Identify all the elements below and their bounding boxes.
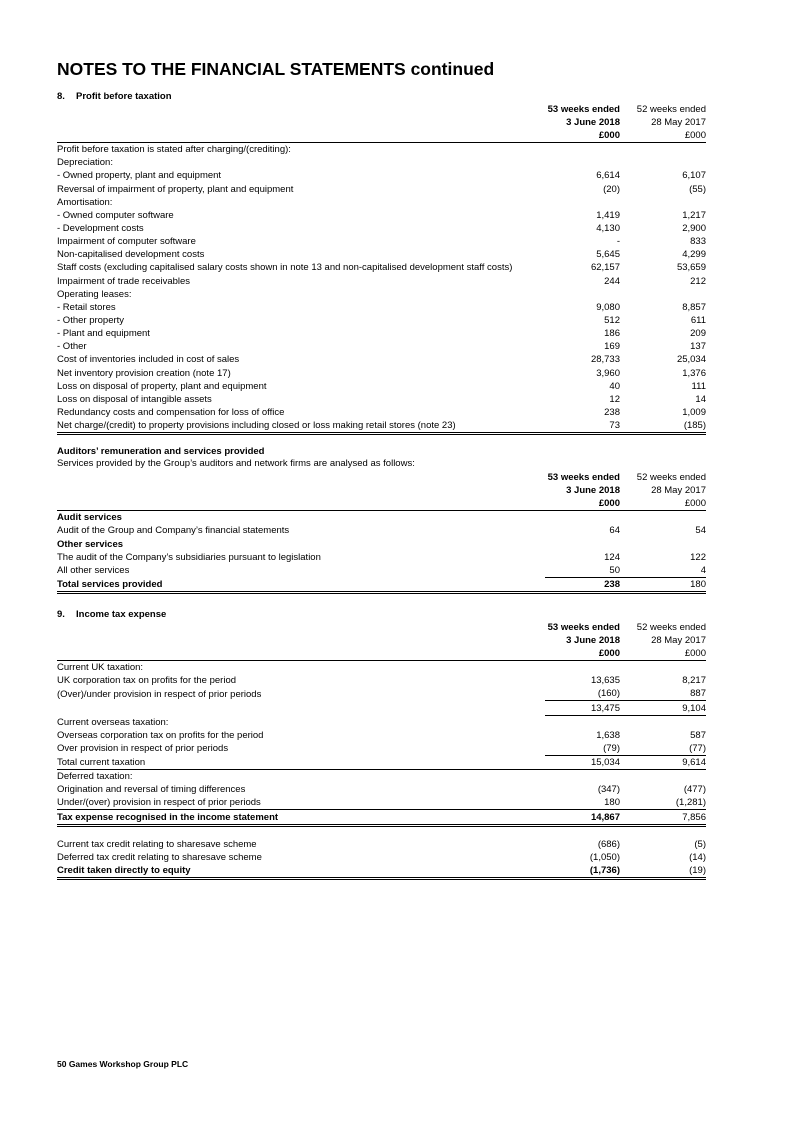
row-value-prior xyxy=(621,660,706,674)
table-row xyxy=(57,235,706,248)
row-label: Current UK taxation: xyxy=(57,662,144,674)
col-prior-unit: £000 xyxy=(621,647,706,661)
row-value-current: 15,034 xyxy=(545,755,621,769)
table-row xyxy=(57,288,706,301)
note8-table xyxy=(57,103,706,435)
row-value-current: 4,130 xyxy=(596,222,620,234)
row-value-current xyxy=(545,511,621,525)
table-row xyxy=(57,511,706,525)
row-value-prior xyxy=(621,715,706,729)
row-value-current: 124 xyxy=(604,551,620,563)
row-value-prior: 7,856 xyxy=(621,810,706,825)
row-value-current: 3,960 xyxy=(596,367,620,379)
row-value-prior: 111 xyxy=(691,380,706,392)
note9-table xyxy=(57,621,706,880)
auditors-intro: Services provided by the Group’s auditors and network firms are analysed as follows: xyxy=(57,458,415,470)
row-label: - Development costs xyxy=(57,222,144,234)
row-value-current: (160) xyxy=(545,687,621,701)
row-value-prior: (185) xyxy=(621,419,706,434)
row-value-prior: 8,217 xyxy=(682,675,706,687)
row-value-current xyxy=(545,825,621,838)
col-prior-line2: 28 May 2017 xyxy=(651,485,706,497)
row-label xyxy=(57,825,545,838)
row-label: Under/(over) provision in respect of prior periods xyxy=(57,796,545,810)
row-value-prior xyxy=(621,825,706,838)
row-value-current: 5,645 xyxy=(596,249,620,261)
row-value-current: 62,157 xyxy=(590,262,620,274)
col-current-line2: 3 June 2018 xyxy=(566,485,620,497)
table-row xyxy=(57,222,706,235)
row-value-current xyxy=(545,660,621,674)
table-row xyxy=(57,864,706,879)
row-value-prior: 611 xyxy=(690,314,706,326)
row-value-current: (20) xyxy=(603,183,620,195)
auditors-table xyxy=(57,471,706,594)
row-value-current: 169 xyxy=(604,341,620,353)
table-row xyxy=(57,393,706,406)
row-value-prior: 887 xyxy=(621,687,706,701)
row-value-prior: 209 xyxy=(690,328,706,340)
row-label: All other services xyxy=(57,565,130,577)
row-value-current: 244 xyxy=(604,275,620,287)
row-value-prior: 137 xyxy=(690,341,706,353)
row-value-current: 238 xyxy=(604,406,620,418)
financial-notes-page xyxy=(57,58,706,880)
row-value-prior xyxy=(621,156,706,169)
row-label: Non-capitalised development costs xyxy=(57,249,205,261)
note9-title: Income tax expense xyxy=(76,608,167,620)
row-value-prior: (77) xyxy=(621,742,706,756)
table-row xyxy=(57,825,706,838)
table-row xyxy=(57,340,706,353)
table-row xyxy=(57,209,706,222)
row-value-prior: (5) xyxy=(694,838,706,850)
table-row xyxy=(57,366,706,379)
row-value-current: 238 xyxy=(545,577,621,592)
row-value-prior: 14 xyxy=(695,393,706,405)
table-row xyxy=(57,564,706,578)
row-label: Overseas corporation tax on profits for the period xyxy=(57,729,264,741)
row-value-current: (686) xyxy=(597,838,620,850)
row-label: Credit taken directly to equity xyxy=(57,864,545,879)
row-value-prior: 9,104 xyxy=(621,701,706,715)
col-prior-line1: 52 weeks ended xyxy=(636,472,706,484)
row-label: - Other xyxy=(57,341,87,353)
col-current-unit: £000 xyxy=(545,129,621,143)
col-current-line1: 53 weeks ended xyxy=(547,621,620,633)
table-row xyxy=(57,851,706,864)
table-row xyxy=(57,143,706,157)
row-value-prior: 25,034 xyxy=(676,354,706,366)
row-label: Loss on disposal of intangible assets xyxy=(57,393,212,405)
row-value-prior: 122 xyxy=(690,551,706,563)
row-label: Audit services xyxy=(57,512,122,524)
table-row xyxy=(57,742,706,756)
row-label: Loss on disposal of property, plant and equipment xyxy=(57,380,267,392)
row-value-current: 50 xyxy=(545,564,621,578)
row-value-current: (79) xyxy=(545,742,621,756)
auditors-heading: Auditors’ remuneration and services provided xyxy=(57,446,265,458)
row-value-current: (1,736) xyxy=(545,864,621,879)
row-value-current xyxy=(545,156,621,169)
row-value-current: 12 xyxy=(609,393,620,405)
row-value-prior: (55) xyxy=(689,183,706,195)
row-label: Net inventory provision creation (note 17) xyxy=(57,367,231,379)
row-value-current: 9,080 xyxy=(596,301,620,313)
table-row xyxy=(57,810,706,825)
row-value-prior: (477) xyxy=(683,784,706,796)
table-row xyxy=(57,274,706,287)
table-row xyxy=(57,715,706,729)
table-row xyxy=(57,353,706,366)
row-value-prior: 53,659 xyxy=(676,262,706,274)
row-value-current: - xyxy=(616,236,620,248)
row-value-prior: (19) xyxy=(621,864,706,879)
row-label: - Other property xyxy=(57,314,125,326)
row-value-prior xyxy=(621,196,706,209)
note9-number: 9. xyxy=(57,608,65,620)
row-value-prior xyxy=(621,537,706,550)
row-label: Impairment of computer software xyxy=(57,236,196,248)
table-row xyxy=(57,770,706,784)
row-label xyxy=(57,701,545,715)
col-current-line2: 3 June 2018 xyxy=(566,117,620,128)
row-value-current: 180 xyxy=(545,796,621,810)
table-row xyxy=(57,796,706,810)
row-label: UK corporation tax on profits for the period xyxy=(57,675,237,687)
table-row xyxy=(57,838,706,851)
table-row xyxy=(57,327,706,340)
row-value-current xyxy=(545,770,621,784)
row-value-current: 73 xyxy=(545,419,621,434)
row-value-prior: 833 xyxy=(690,236,706,248)
row-label: Origination and reversal of timing differences xyxy=(57,784,246,796)
row-value-current xyxy=(545,537,621,550)
row-value-prior: 54 xyxy=(695,525,706,537)
row-value-current: 14,867 xyxy=(545,810,621,825)
table-row xyxy=(57,406,706,419)
row-label: Impairment of trade receivables xyxy=(57,275,191,287)
row-label: Total services provided xyxy=(57,577,545,592)
table-row xyxy=(57,660,706,674)
table-row xyxy=(57,687,706,701)
row-label: Audit of the Group and Company’s financial statements xyxy=(57,525,290,537)
page-footer: 50 Games Workshop Group PLC xyxy=(57,1059,189,1069)
table-row xyxy=(57,419,706,434)
row-label: Profit before taxation is stated after charging/(crediting): xyxy=(57,144,291,156)
row-label: Current tax credit relating to sharesave scheme xyxy=(57,838,257,850)
row-value-current: (347) xyxy=(597,784,620,796)
table-row xyxy=(57,755,706,769)
col-current-line1: 53 weeks ended xyxy=(547,104,620,115)
row-value-current: 6,614 xyxy=(596,170,620,182)
table-row xyxy=(57,261,706,274)
row-value-prior: 1,009 xyxy=(682,406,706,418)
col-prior-line2: 28 May 2017 xyxy=(651,117,706,128)
row-label: (Over)/under provision in respect of prior periods xyxy=(57,688,262,700)
table-row xyxy=(57,674,706,687)
table-row xyxy=(57,314,706,327)
row-value-prior: 1,376 xyxy=(682,367,706,379)
table-row xyxy=(57,169,706,182)
table-row xyxy=(57,783,706,796)
row-value-prior: 1,217 xyxy=(682,209,706,221)
table-row xyxy=(57,577,706,592)
row-value-current: 512 xyxy=(604,314,620,326)
row-label: Total current taxation xyxy=(57,755,545,769)
row-value-prior: (1,281) xyxy=(621,796,706,810)
row-label: Tax expense recognised in the income statement xyxy=(57,810,545,825)
row-value-current xyxy=(545,715,621,729)
row-value-current: (1,050) xyxy=(589,851,620,863)
row-label: Cost of inventories included in cost of sales xyxy=(57,354,240,366)
row-label: - Plant and equipment xyxy=(57,328,150,340)
table-row xyxy=(57,301,706,314)
row-value-prior xyxy=(621,770,706,784)
row-value-prior: 212 xyxy=(690,275,706,287)
row-label: Operating leases: xyxy=(57,288,132,300)
row-value-prior: 8,857 xyxy=(682,301,706,313)
row-label: - Owned computer software xyxy=(57,209,174,221)
row-label: - Owned property, plant and equipment xyxy=(57,170,222,182)
row-value-prior: 180 xyxy=(621,577,706,592)
col-current-line2: 3 June 2018 xyxy=(566,634,620,646)
table-row xyxy=(57,701,706,715)
col-current-unit: £000 xyxy=(545,497,621,511)
row-label: Amortisation: xyxy=(57,196,113,208)
note9-heading xyxy=(57,609,706,621)
table-row xyxy=(57,380,706,393)
col-prior-line1: 52 weeks ended xyxy=(636,104,706,115)
col-prior-unit: £000 xyxy=(621,497,706,511)
row-label: Staff costs (excluding capitalised salary costs shown in note 13 and non-capitalised development staff costs) xyxy=(57,262,513,274)
table-row xyxy=(57,524,706,537)
table-row xyxy=(57,729,706,742)
row-value-current: 40 xyxy=(609,380,620,392)
row-value-current: 28,733 xyxy=(590,354,620,366)
row-label: Reversal of impairment of property, plant and equipment xyxy=(57,183,294,195)
row-value-current: 64 xyxy=(609,525,620,537)
col-prior-line2: 28 May 2017 xyxy=(651,634,706,646)
row-value-prior xyxy=(621,288,706,301)
row-label: The audit of the Company’s subsidiaries pursuant to legislation xyxy=(57,551,321,563)
col-current-line1: 53 weeks ended xyxy=(547,472,620,484)
row-value-prior: 2,900 xyxy=(682,222,706,234)
row-value-current xyxy=(545,288,621,301)
row-value-prior: 587 xyxy=(690,729,706,741)
table-row xyxy=(57,551,706,564)
note8-number: 8. xyxy=(57,91,65,102)
row-value-prior: 4 xyxy=(621,564,706,578)
row-value-current: 1,638 xyxy=(596,729,620,741)
note8-heading xyxy=(57,91,706,103)
row-label: Deferred tax credit relating to sharesave scheme xyxy=(57,851,262,863)
col-current-unit: £000 xyxy=(545,647,621,661)
row-label: Over provision in respect of prior periods xyxy=(57,743,229,755)
row-label: Redundancy costs and compensation for loss of office xyxy=(57,406,285,418)
row-value-prior: 6,107 xyxy=(682,170,706,182)
page-title: NOTES TO THE FINANCIAL STATEMENTS continued xyxy=(57,59,495,79)
note8-title: Profit before taxation xyxy=(76,91,172,102)
table-row xyxy=(57,182,706,195)
row-value-current: 186 xyxy=(604,328,620,340)
col-prior-unit: £000 xyxy=(621,129,706,143)
row-value-prior: 4,299 xyxy=(682,249,706,261)
row-value-prior: 9,614 xyxy=(621,755,706,769)
row-value-current: 13,475 xyxy=(545,701,621,715)
row-label: Current overseas taxation: xyxy=(57,716,169,728)
row-value-prior xyxy=(621,143,706,157)
row-label: - Retail stores xyxy=(57,301,116,313)
row-value-current: 1,419 xyxy=(596,209,620,221)
row-label: Deferred taxation: xyxy=(57,771,133,783)
row-value-prior: (14) xyxy=(689,851,706,863)
row-value-current xyxy=(545,196,621,209)
table-row xyxy=(57,537,706,550)
row-label: Net charge/(credit) to property provisions including closed or loss making retail stores (note 23) xyxy=(57,419,545,434)
row-label: Depreciation: xyxy=(57,157,113,169)
table-row xyxy=(57,248,706,261)
table-row xyxy=(57,196,706,209)
col-prior-line1: 52 weeks ended xyxy=(636,621,706,633)
row-value-prior xyxy=(621,511,706,525)
row-label: Other services xyxy=(57,538,124,550)
row-value-current xyxy=(545,143,621,157)
table-row xyxy=(57,156,706,169)
row-value-current: 13,635 xyxy=(590,675,620,687)
